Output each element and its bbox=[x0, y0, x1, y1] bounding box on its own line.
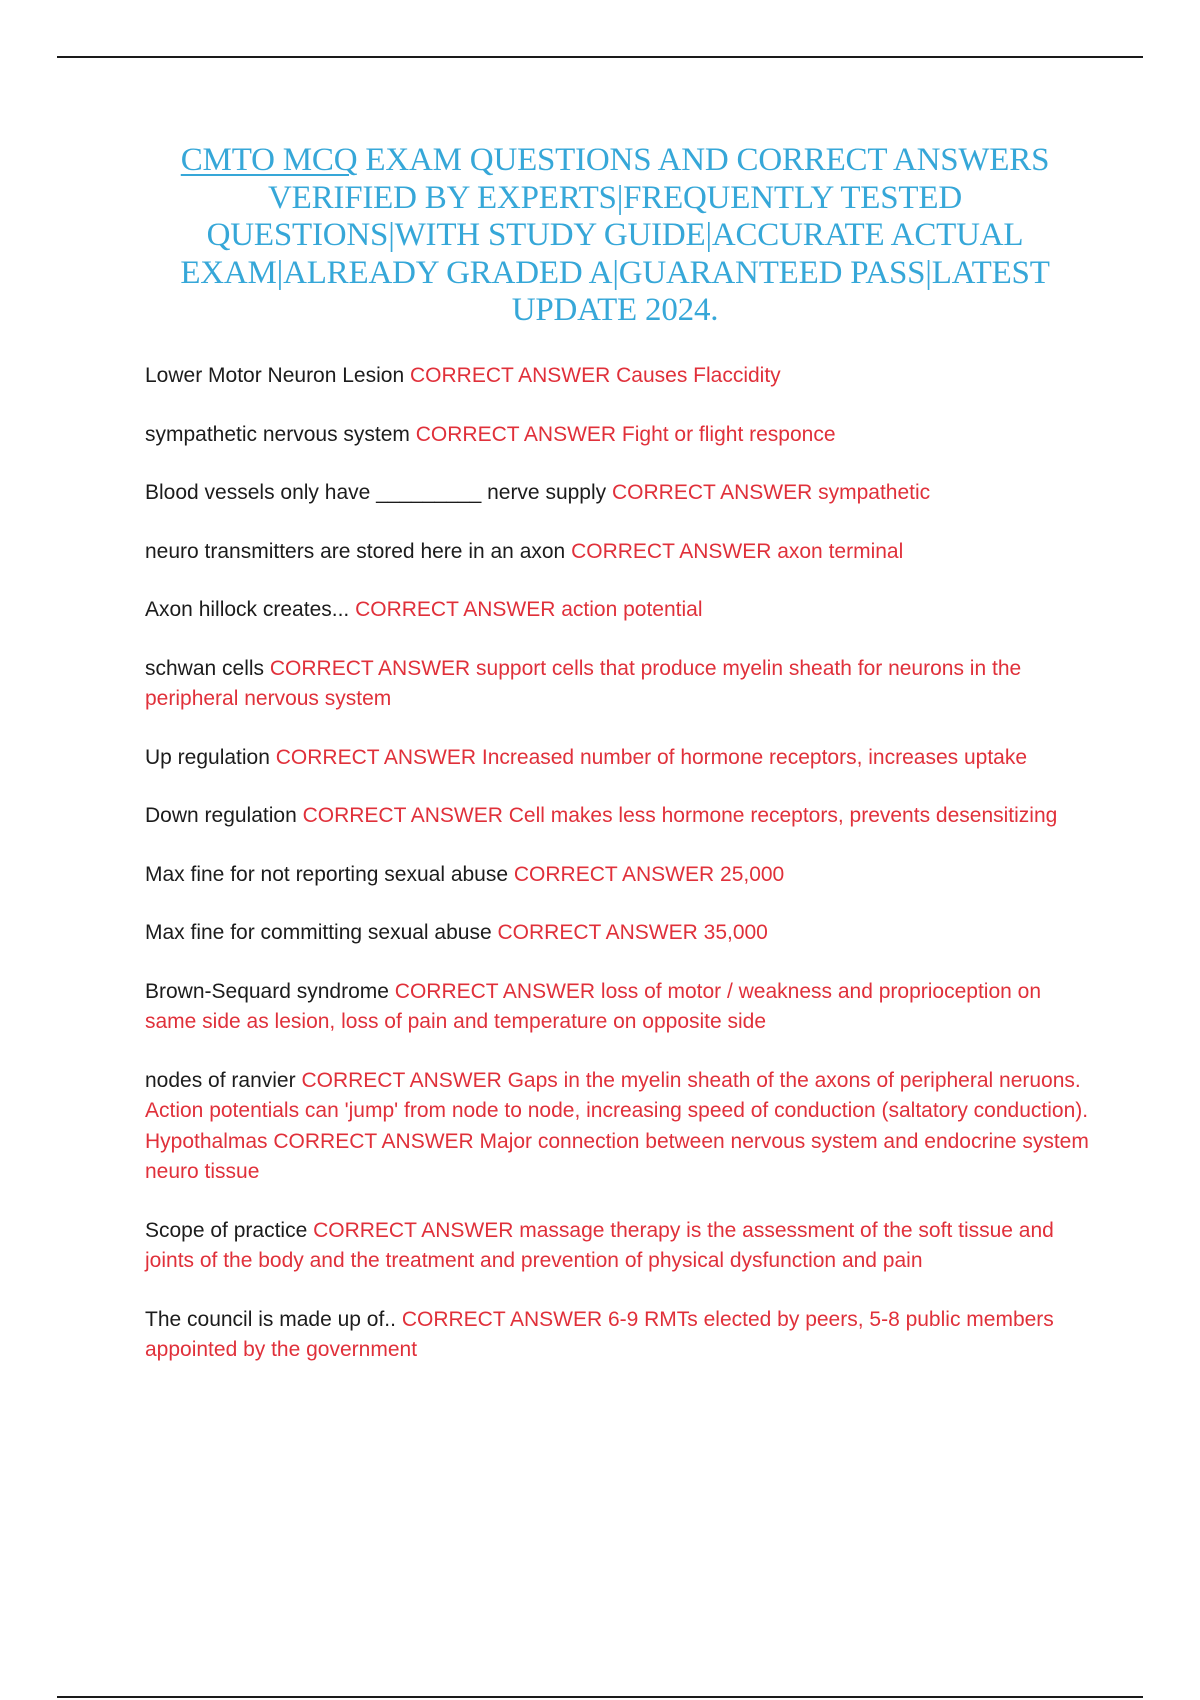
header-rule bbox=[57, 56, 1143, 58]
qa-item bbox=[145, 977, 1090, 1038]
question-text: schwan cells bbox=[145, 656, 270, 680]
qa-item bbox=[145, 1066, 1090, 1127]
question-text: The council is made up of.. bbox=[145, 1307, 402, 1331]
answer-text: CORRECT ANSWER action potential bbox=[355, 598, 703, 621]
answer-text: CORRECT ANSWER 25,000 bbox=[513, 862, 785, 886]
question-text: Lower Motor Neuron Lesion bbox=[145, 364, 410, 387]
answer-text: CORRECT ANSWER axon terminal bbox=[571, 539, 904, 563]
question-text: Brown-Sequard syndrome bbox=[145, 979, 395, 1003]
qa-item bbox=[145, 860, 1090, 891]
title-line: UPDATE 2024. bbox=[511, 292, 719, 328]
qa-item bbox=[145, 537, 1090, 568]
qa-list bbox=[145, 361, 1090, 1394]
answer-text: CORRECT ANSWER Increased number of hormone receptors, increases uptake bbox=[275, 745, 1028, 769]
title-line: QUESTIONS|WITH STUDY GUIDE|ACCURATE ACTUAL bbox=[206, 217, 1024, 253]
qa-item bbox=[145, 595, 1090, 626]
footer-rule bbox=[57, 1696, 1143, 1698]
title-line: EXAM|ALREADY GRADED A|GUARANTEED PASS|LATEST bbox=[180, 254, 1050, 291]
title-line: VERIFIED BY EXPERTS|FREQUENTLY TESTED bbox=[268, 179, 962, 216]
question-text: nodes of ranvier bbox=[145, 1068, 302, 1092]
qa-item bbox=[145, 1127, 1090, 1188]
qa-item bbox=[145, 420, 1090, 451]
question-text: Up regulation bbox=[145, 745, 276, 769]
answer-text: CORRECT ANSWER Cell makes less hormone receptors, prevents desensitizing bbox=[302, 804, 1058, 827]
question-text: sympathetic nervous system bbox=[145, 422, 416, 446]
answer-text: CORRECT ANSWER 35,000 bbox=[497, 921, 768, 944]
qa-item bbox=[145, 918, 1090, 949]
answer-text: CORRECT ANSWER sympathetic bbox=[611, 481, 931, 504]
question-text: Scope of practice bbox=[145, 1218, 314, 1242]
question-text: Axon hillock creates... bbox=[145, 598, 356, 621]
title-line: EXAM QUESTIONS AND CORRECT ANSWERS bbox=[357, 142, 1050, 178]
answer-text: CORRECT ANSWER Fight or flight responce bbox=[415, 422, 836, 446]
qa-item bbox=[145, 654, 1090, 715]
title-link[interactable]: CMTO MCQ bbox=[180, 142, 358, 178]
document-title bbox=[150, 142, 1080, 330]
answer-text: CORRECT ANSWER Gaps in the myelin sheath of the axons of peripheral neruons. Action potentials can 'jump' from node to node, increasing speed of conduction (saltatory conduction). bbox=[145, 1068, 1089, 1122]
question-text: Max fine for committing sexual abuse bbox=[145, 921, 498, 944]
qa-item bbox=[145, 361, 1090, 392]
answer-text: CORRECT ANSWER support cells that produce myelin sheath for neurons in the peripheral nervous system bbox=[145, 656, 1022, 710]
question-text: Max fine for not reporting sexual abuse bbox=[145, 862, 514, 886]
question-text: Blood vessels only have _________ nerve supply bbox=[145, 481, 612, 504]
answer-text: CORRECT ANSWER loss of motor / weakness and proprioception on same side as lesion, loss of pain and temperature on opposite side bbox=[145, 979, 1042, 1033]
qa-item bbox=[145, 478, 1090, 509]
qa-item bbox=[145, 743, 1090, 774]
answer-text: Hypothalmas CORRECT ANSWER Major connection between nervous system and endocrine system neuro tissue bbox=[145, 1129, 1089, 1183]
qa-item bbox=[145, 1305, 1090, 1366]
qa-item bbox=[145, 801, 1090, 832]
answer-text: CORRECT ANSWER 6-9 RMTs elected by peers, 5-8 public members appointed by the government bbox=[145, 1307, 1054, 1361]
question-text: neuro transmitters are stored here in an axon bbox=[145, 539, 572, 563]
question-text: Down regulation bbox=[145, 804, 303, 827]
qa-item bbox=[145, 1216, 1090, 1277]
answer-text: CORRECT ANSWER Causes Flaccidity bbox=[409, 364, 781, 387]
answer-text: CORRECT ANSWER massage therapy is the assessment of the soft tissue and joints of the body and the treatment and prevention of physical dysfunction and pain bbox=[145, 1218, 1054, 1272]
